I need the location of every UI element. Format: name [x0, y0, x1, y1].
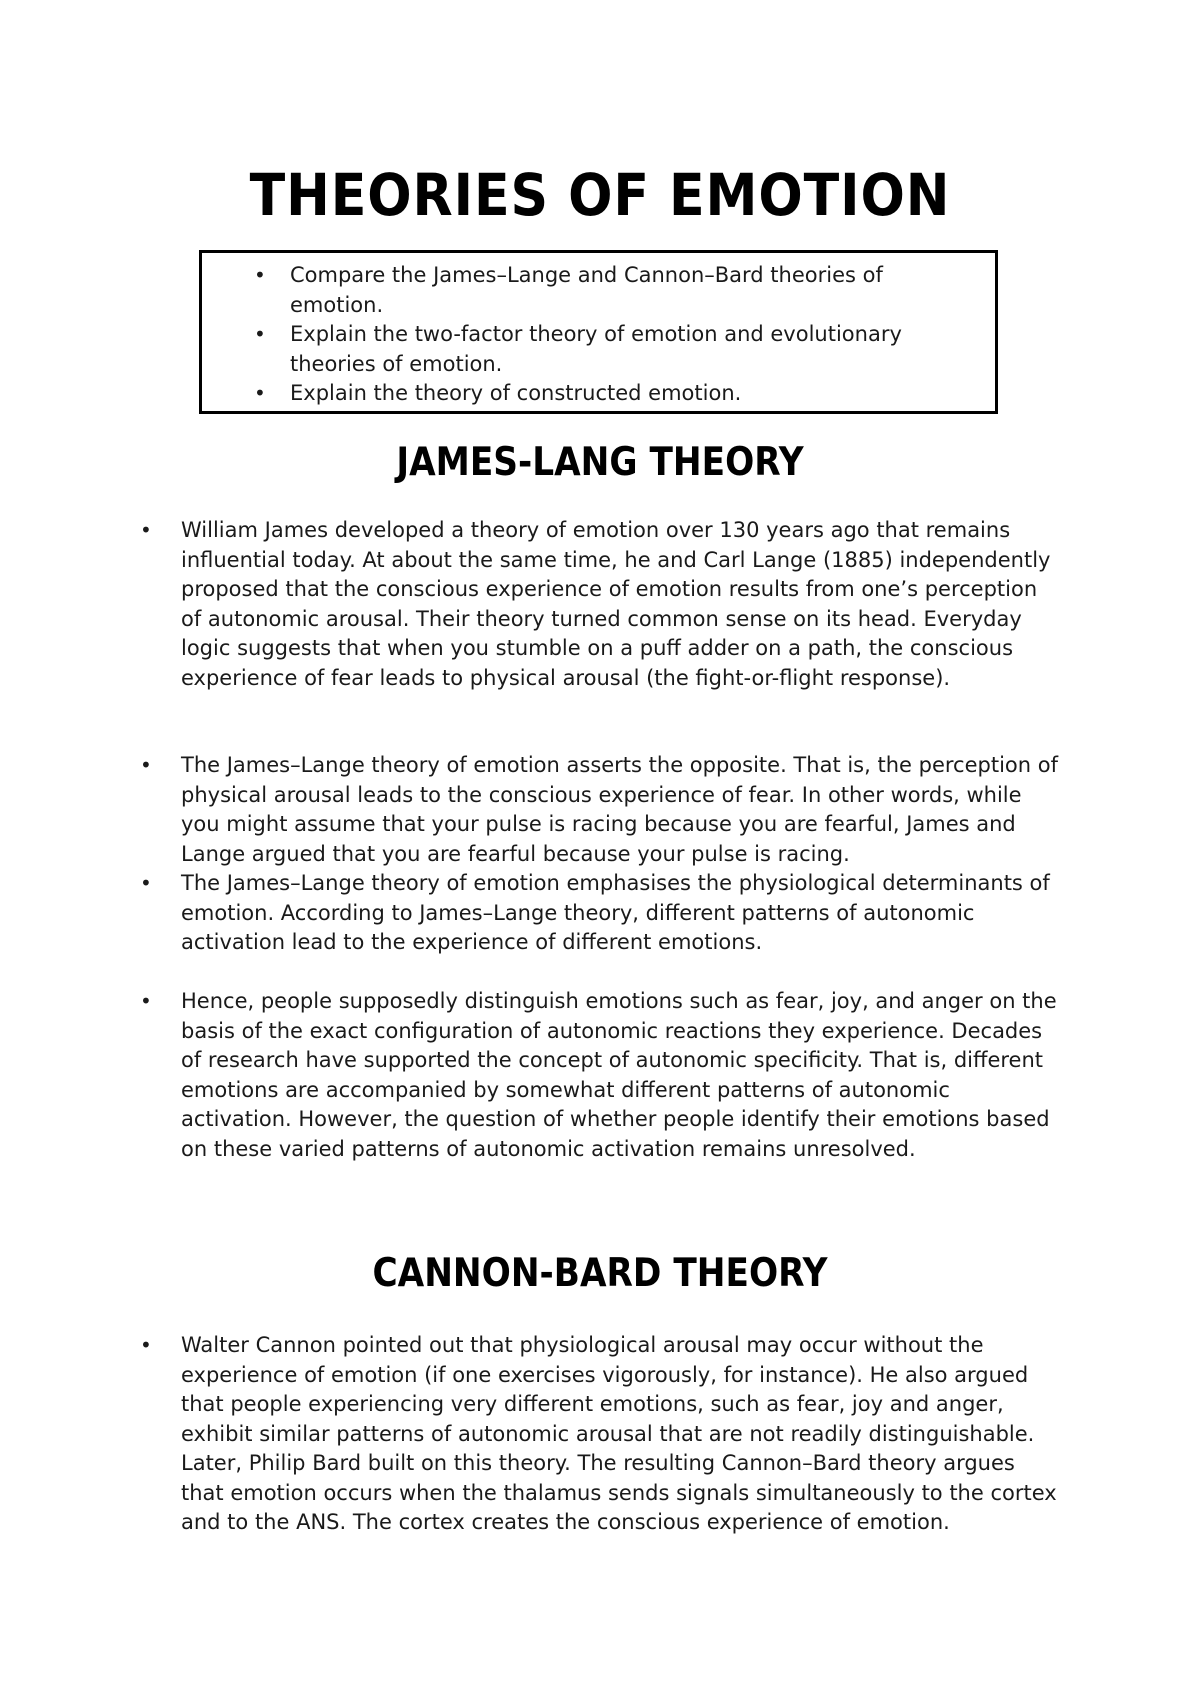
bullet-marker: •: [140, 871, 152, 895]
objective-item: • Explain the theory of constructed emotion.: [254, 379, 934, 409]
cannon-bard-heading: CANNON-BARD THEORY: [372, 1251, 828, 1296]
cannon-bard-paragraph: [140, 1331, 1060, 1538]
paragraph-text: The James–Lange theory of emotion emphasises the physiological determinants of emotion. According to James–Lange theory, different patterns of autonomic activation lead to the experience of different emotions.: [181, 871, 1050, 954]
james-lange-paragraph: [140, 751, 1060, 869]
objective-item: • Compare the James–Lange and Cannon–Bard theories of emotion.: [254, 261, 934, 320]
paragraph-text: William James developed a theory of emotion over 130 years ago that remains influential today. At about the same time, he and Carl Lange (1885) independently proposed that the conscious experience of emotion results from one’s perception of autonomic arousal. Their theory turned common sense on its head. Everyday logic suggests that when you stumble on a puff adder on a path, the conscious experience of fear leads to physical arousal (the fight-or-flight response).: [181, 518, 1051, 690]
bullet-marker: •: [140, 1333, 152, 1357]
james-lange-paragraph: [140, 987, 1060, 1164]
paragraph-text: Walter Cannon pointed out that physiological arousal may occur without the experience of emotion (if one exercises vigorously, for instance). He also argued that people experiencing very different emotions, such as fear, joy and anger, exhibit similar patterns of autonomic arousal that are not readily distinguishable. Later, Philip Bard built on this theory. The resulting Cannon–Bard theory argues that emotion occurs when the thalamus sends signals simultaneously to the cortex and to the ANS. The cortex creates the conscious experience of emotion.: [181, 1333, 1057, 1534]
james-lange-heading: JAMES-LANG THEORY: [396, 440, 804, 485]
page-title: THEORIES OF EMOTION: [249, 161, 951, 229]
bullet-marker: •: [140, 518, 152, 542]
learning-objectives-box: [199, 250, 998, 414]
objective-item: • Explain the two-factor theory of emotion and evolutionary theories of emotion.: [254, 320, 934, 379]
bullet-marker: •: [140, 753, 152, 777]
james-lange-paragraph: [140, 869, 1060, 958]
paragraph-text: Hence, people supposedly distinguish emotions such as fear, joy, and anger on the basis of the exact configuration of autonomic reactions they experience. Decades of research have supported the concept of autonomic specificity. That is, different emotions are accompanied by somewhat different patterns of autonomic activation. However, the question of whether people identify their emotions based on these varied patterns of autonomic activation remains unresolved.: [181, 989, 1057, 1161]
bullet-marker: •: [140, 989, 152, 1013]
james-lange-paragraph: [140, 516, 1060, 693]
learning-objectives-list: [254, 261, 934, 409]
paragraph-text: The James–Lange theory of emotion asserts the opposite. That is, the perception of physical arousal leads to the conscious experience of fear. In other words, while you might assume that your pulse is racing because you are fearful, James and Lange argued that you are fearful because your pulse is racing.: [181, 753, 1058, 866]
